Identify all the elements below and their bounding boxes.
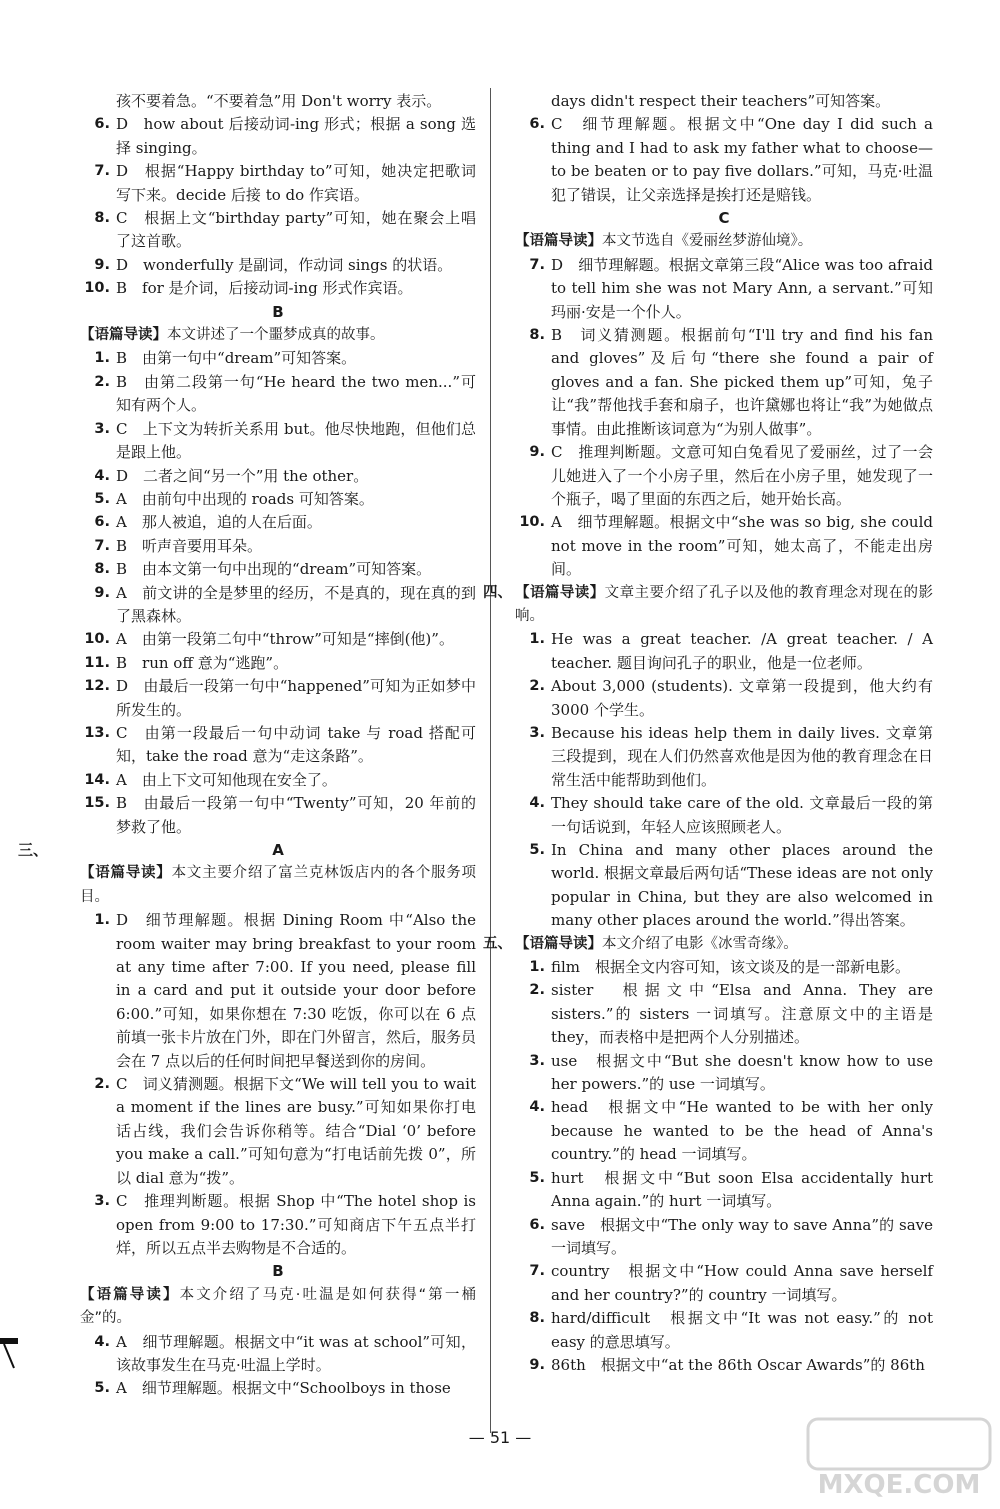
answer-item <box>80 675 476 722</box>
answer-item <box>80 418 476 465</box>
answer-number: 6. <box>529 1216 545 1233</box>
answer-item <box>515 1307 933 1354</box>
answer-item <box>80 347 476 370</box>
edge-tab-mark <box>0 1330 20 1370</box>
answer-number: 6. <box>94 514 110 531</box>
answer-text: B 由最后一段第一句中“Twenty”可知，20 年前的梦救了他。 <box>116 794 476 836</box>
answer-item <box>80 792 476 839</box>
answer-text: A 细节理解题。根据文中“it was at school”可知，该故事发生在马克·吐温上学时。 <box>116 1332 476 1374</box>
answer-item <box>80 652 476 675</box>
section-heading <box>80 1260 476 1283</box>
answer-item <box>80 207 476 254</box>
answer-number: 7. <box>529 256 545 273</box>
answer-text: About 3,000 (students). 文章第一段提到，他大约有 3000 个学生。 <box>551 677 933 719</box>
answer-item <box>80 488 476 511</box>
answer-text: B 词义猜测题。根据前句“I'll try and find his fan and gloves”及后句“there she found a pair of gloves and a fan. She picked them up”可知，兔子让“我”帮他找手套和扇子，也许黛娜也将让“我”为她做点事情。由此推断该词意为“为别人做事”。 <box>551 326 933 438</box>
answer-number: 8. <box>94 210 110 227</box>
answer-number: 15. <box>84 795 110 812</box>
answer-text: C 由第一段最后一句中动词 take 与 road 搭配可知，take the road 意为“走这条路”。 <box>116 723 476 766</box>
left-column <box>18 90 477 1401</box>
watermark-logo <box>804 1415 994 1505</box>
answer-text: B 由第二段第一句“He heard the two men...”可知有两个人。 <box>116 372 476 415</box>
reading-guide <box>80 1284 476 1331</box>
answer-number: 2. <box>529 678 545 695</box>
answer-item <box>80 511 476 534</box>
answer-text: film 根据全文内容可知，该文谈及的是一部新电影。 <box>551 958 911 977</box>
answer-number: 4. <box>529 1099 545 1116</box>
guide-text: 文章主要介绍了孔子以及他的教育理念对现在的影响。 <box>515 584 934 624</box>
guide-text: 本文节选自《爱丽丝梦游仙境》。 <box>602 233 813 250</box>
answer-number: 13. <box>84 724 110 741</box>
answer-text: sister 根据文中“Elsa and Anna. They are sisters.”的 sisters 一词填写。注意原文中的主语是 they，而表格中是把两个人分别描述。 <box>551 981 933 1047</box>
guide-label: 【语篇导读】 <box>80 327 167 344</box>
answer-item <box>80 160 476 207</box>
answer-text: A 细节理解题。根据文中“Schoolboys in those <box>116 1379 451 1398</box>
answer-item <box>80 277 476 300</box>
section-heading <box>80 301 476 324</box>
answer-number: 5. <box>529 1169 545 1186</box>
section-letter: C <box>718 209 730 228</box>
answer-item <box>80 1377 476 1400</box>
answer-item <box>515 441 933 511</box>
guide-label: 【语篇导读】 <box>515 584 605 601</box>
answer-item <box>515 1214 933 1261</box>
reading-guide <box>515 230 933 253</box>
answer-text: D 由最后一段第一句中“happened”可知为正如梦中所发生的。 <box>116 677 476 719</box>
answer-text: use 根据文中“But she doesn't know how to use her powers.”的 use 一词填写。 <box>551 1051 933 1094</box>
answer-item <box>515 511 933 581</box>
answer-text: D 二者之间“另一个”用 the other。 <box>116 466 369 485</box>
guide-label: 【语篇导读】 <box>515 233 602 250</box>
answer-text: C 上下文为转折关系用 but。他尽快地跑，但他们总是跟上他。 <box>116 419 476 462</box>
answer-number: 1. <box>529 959 545 976</box>
answer-item <box>515 1050 933 1097</box>
answer-number: 9. <box>94 584 110 601</box>
answer-item <box>515 254 933 324</box>
answer-number: 5. <box>94 1380 110 1397</box>
answer-item <box>515 792 933 839</box>
answer-text: C 推理判断题。根据 Shop 中“The hotel shop is open from 9:00 to 17:30.”可知商店下午五点半打烊，所以五点半去购物是不合适的。 <box>116 1192 476 1257</box>
answer-number: 10. <box>84 631 110 648</box>
answer-number: 3. <box>529 1052 545 1069</box>
answer-item <box>80 769 476 792</box>
answer-text: D 根据“Happy birthday to”可知，她决定把歌词写下来。decide 后接 to do 作宾语。 <box>116 162 476 204</box>
answer-number: 8. <box>94 561 110 578</box>
answer-item <box>80 1073 476 1190</box>
answer-text: D wonderfully 是副词，作动词 sings 的状语。 <box>116 255 453 274</box>
right-column <box>483 90 934 1377</box>
answer-text: D 细节理解题。根据文章第三段“Alice was too afraid to tell him she was not Mary Ann, a servant.”可知玛丽·安是一个仆人。 <box>551 255 933 321</box>
reading-guide <box>80 324 476 347</box>
answer-item <box>80 722 476 769</box>
guide-text: 本文介绍了电影《冰雪奇缘》。 <box>602 935 798 952</box>
answer-text: country 根据文中“How could Anna save herself and her country?”的 country 一词填写。 <box>551 1262 933 1304</box>
answer-text: B 由本文第一句中出现的“dream”可知答案。 <box>116 560 432 579</box>
answer-item <box>80 909 476 1073</box>
answer-number: 4. <box>529 795 545 812</box>
section-heading <box>515 207 933 230</box>
answer-item <box>80 558 476 581</box>
answer-number: 9. <box>529 444 545 461</box>
answer-item <box>80 113 476 160</box>
answer-number: 2. <box>94 1076 110 1093</box>
answer-item <box>515 1096 933 1166</box>
answer-number: 8. <box>529 1310 545 1327</box>
answer-number: 3. <box>94 420 110 437</box>
part-marker: 三、 <box>18 841 49 859</box>
answer-number: 5. <box>94 490 110 507</box>
continued-text: 孩不要着急。“不要着急”用 Don't worry 表示。 <box>116 92 442 110</box>
answer-number: 5. <box>529 842 545 858</box>
answer-number: 8. <box>529 327 545 344</box>
answer-number: 12. <box>84 678 110 695</box>
column-divider <box>490 88 491 1433</box>
answer-number: 10. <box>84 280 110 297</box>
watermark-text: MXQE.COM <box>817 1470 981 1500</box>
section-letter: A <box>272 841 284 859</box>
answer-number: 9. <box>94 256 110 273</box>
answer-text: C 词义猜测题。根据下文“We will tell you to wait a moment if the lines are busy.”可知如果你打电话占线，我们会告诉你稍等。结合“Dial ‘0’ before you make a call.”可知句意为“打电话前先拨 0”，所以 dial 意为“拨”。 <box>116 1075 476 1187</box>
answer-item <box>515 675 933 722</box>
answer-number: 11. <box>84 654 110 671</box>
answer-item <box>515 979 933 1049</box>
answer-text: A 前文讲的全是梦里的经历，不是真的，现在真的到了黑森林。 <box>116 583 476 625</box>
answer-number: 3. <box>529 724 545 741</box>
page-number: — 51 — <box>468 1428 532 1447</box>
answer-item <box>80 582 476 629</box>
answer-text: hard/difficult 根据文中“It was not easy.”的 not easy 的意思填写。 <box>551 1309 933 1351</box>
answer-text: D 细节理解题。根据 Dining Room 中“Also the room waiter may bring breakfast to your room at any time after 7:00. If you need, please fill in a card and put it outside your door before 6:00.”可知，如果你想在 7:30 吃饭，你可以在 6 点前填一张卡片放在门外，即在门外留言，然后，服务员会在 7 点以后的任何时间把早餐送到你的房间。 <box>116 911 477 1070</box>
answer-text: C 根据上文“birthday party”可知，她在聚会上唱了这首歌。 <box>116 209 476 251</box>
answer-text: B for 是介词，后接动词-ing 形式作宾语。 <box>116 279 413 298</box>
answer-item <box>515 628 933 675</box>
part-marker: 四、 <box>483 584 512 601</box>
answer-text: B 听声音要用耳朵。 <box>116 536 263 555</box>
answer-item <box>515 324 933 441</box>
answer-text: A 由前句中出现的 roads 可知答案。 <box>116 489 374 508</box>
section-heading <box>18 839 476 862</box>
answer-item <box>515 839 933 933</box>
answer-text: hurt 根据文中“But soon Elsa accidentally hurt Anna again.”的 hurt 一词填写。 <box>551 1168 933 1211</box>
answer-number: 2. <box>529 982 545 999</box>
answer-number: 6. <box>529 116 545 133</box>
answer-item <box>80 628 476 651</box>
answer-number: 3. <box>94 1193 110 1210</box>
answer-text: They should take care of the old. 文章最后一段的第一句话说到，年轻人应该照顾老人。 <box>551 794 933 836</box>
section-letter: B <box>272 1262 284 1281</box>
answer-item <box>515 1260 933 1307</box>
answer-text: A 细节理解题。根据文中“she was so big, she could not move in the room”可知，她太高了，不能走出房间。 <box>551 513 933 579</box>
answer-item <box>515 113 933 207</box>
reading-guide <box>483 933 933 956</box>
answer-number: 14. <box>84 771 110 788</box>
answer-item <box>80 1190 476 1260</box>
answer-item <box>80 465 476 488</box>
answer-item <box>515 722 933 792</box>
answer-text: C 推理判断题。文意可知白兔看见了爱丽丝，过了一会儿她进入了一个小房子里，然后在小房子里，她发现了一个瓶子，喝了里面的东西之后，她开始长高。 <box>551 443 933 508</box>
answer-text: A 由上下文可知他现在安全了。 <box>116 770 337 789</box>
answer-number: 7. <box>529 1263 545 1280</box>
guide-label: 【语篇导读】 <box>80 1286 180 1303</box>
answer-text: D how about 后接动词-ing 形式；根据 a song 选择 singing。 <box>116 115 476 157</box>
answer-text: C 细节理解题。根据文中“One day I did such a thing and I had to ask my father what to choose—to be beaten or to pay five dollars.”可知，马克·吐温犯了错误，让父亲选择是挨打还是赔钱。 <box>551 115 933 204</box>
answer-text: B 由第一句中“dream”可知答案。 <box>116 349 357 368</box>
guide-text: 本文主要介绍了富兰克林饭店内的各个服务项目。 <box>80 865 477 905</box>
answer-text: He was a great teacher. /A great teacher. / A teacher. 题目询问孔子的职业，他是一位老师。 <box>551 630 933 672</box>
answer-item <box>515 1354 933 1377</box>
answer-number: 1. <box>94 350 110 367</box>
answer-number: 10. <box>519 514 545 531</box>
answer-number: 7. <box>94 537 110 554</box>
answer-item <box>80 254 476 277</box>
answer-text: head 根据文中“He wanted to be with her only because he wanted to be the head of Anna's country.”的 head 一词填写。 <box>551 1098 933 1164</box>
guide-text: 本文介绍了马克·吐温是如何获得“第一桶金”的。 <box>80 1286 476 1327</box>
answer-text: save 根据文中“The only way to save Anna”的 save 一词填写。 <box>551 1215 933 1257</box>
answer-number: 2. <box>94 373 110 390</box>
answer-text: 86th 根据文中“at the 86th Oscar Awards”的 86th <box>551 1355 925 1374</box>
answer-item <box>80 535 476 558</box>
answer-text: Because his ideas help them in daily lives. 文章第三段提到，现在人们仍然喜欢他是因为他的教育理念在日常生活中能帮助到他们。 <box>551 723 933 789</box>
answer-number: 4. <box>94 1333 110 1350</box>
answer-item <box>515 1167 933 1214</box>
answer-text: B run off 意为“逃跑”。 <box>116 653 289 672</box>
reading-guide <box>80 862 476 909</box>
continued-text: days didn't respect their teachers”可知答案。 <box>551 92 891 110</box>
part-marker: 五、 <box>483 935 512 952</box>
answer-number: 1. <box>529 631 545 648</box>
answer-number: 4. <box>94 467 110 484</box>
guide-label: 【语篇导读】 <box>515 935 602 952</box>
section-letter: B <box>272 302 284 321</box>
answer-number: 7. <box>94 163 110 180</box>
answer-number: 1. <box>94 912 110 929</box>
guide-label: 【语篇导读】 <box>80 865 172 882</box>
answer-item <box>80 1331 476 1378</box>
answer-item <box>515 956 933 979</box>
answer-item <box>80 371 476 418</box>
answer-number: 6. <box>94 116 110 133</box>
answer-text: In China and many other places around the world. 根据文章最后两句话“These ideas are not only popular in China, but they are also welcomed in many other places around the world.”得出答案。 <box>551 841 933 930</box>
guide-text: 本文讲述了一个噩梦成真的故事。 <box>167 327 385 344</box>
answer-text: A 那人被追，追的人在后面。 <box>116 513 322 532</box>
answer-number: 9. <box>529 1356 545 1373</box>
answer-text: A 由第一段第二句中“throw”可知是“摔倒(他)”。 <box>116 630 454 649</box>
reading-guide <box>483 582 934 629</box>
